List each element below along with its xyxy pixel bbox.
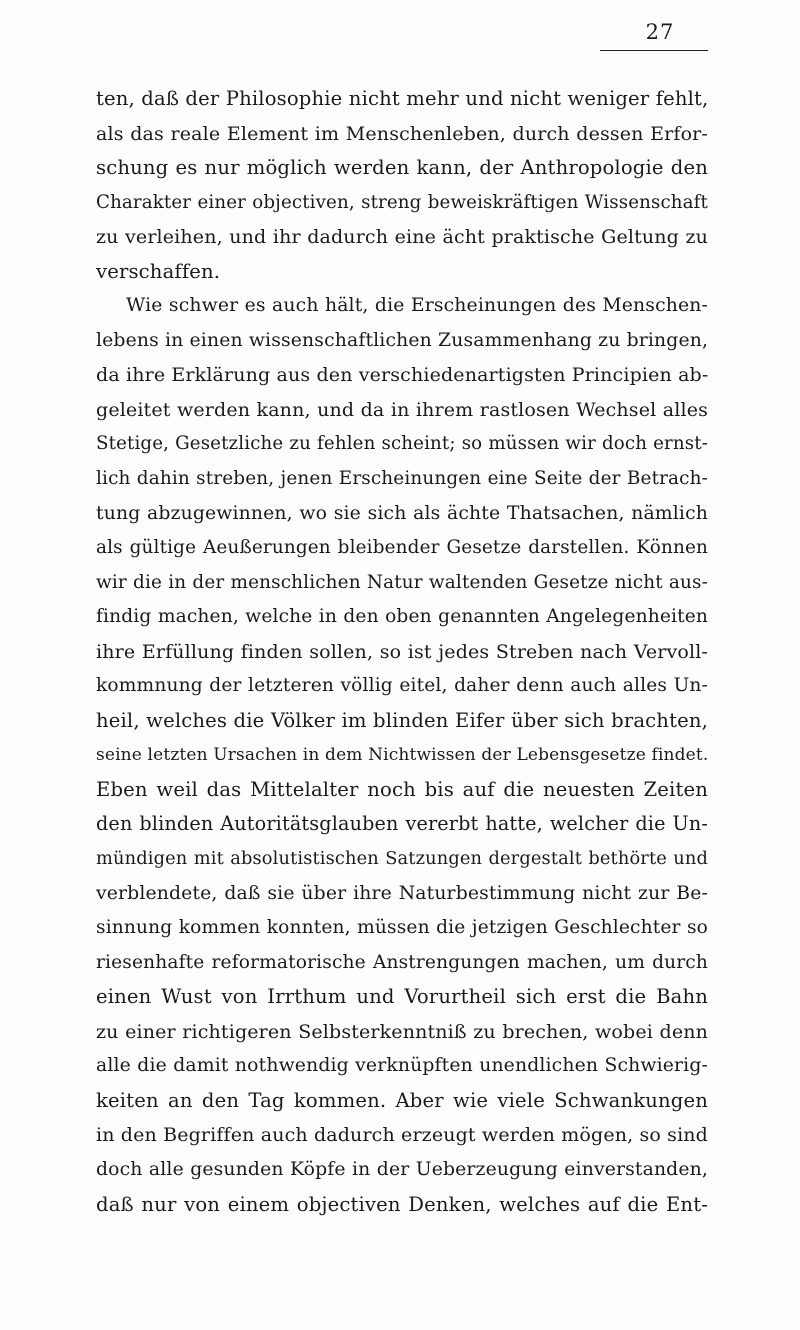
text-line: seine letzten Ursachen in dem Nichtwissen der Lebensgesetze findet. xyxy=(96,745,709,766)
text-line: in den Begriffen auch dadurch erzeugt werden mögen, so sind xyxy=(96,1124,708,1147)
text-line: tung abzugewinnen, wo sie sich als ächte Thatsachen, nämlich xyxy=(96,502,708,524)
text-line: doch alle gesunden Köpfe in der Ueberzeugung einverstanden, xyxy=(96,1158,708,1180)
text-line: einen Wust von Irrthum und Vorurtheil sich erst die Bahn xyxy=(96,985,708,1009)
text-line: Wie schwer es auch hält, die Erscheinungen des Menschen- xyxy=(126,295,708,317)
text-line: Charakter einer objectiven, streng beweiskräftigen Wissenschaft xyxy=(96,191,708,213)
header-rule xyxy=(600,50,708,51)
text-line: daß nur von einem objectiven Denken, welches auf die Ent- xyxy=(96,1192,708,1216)
text-line: schung es nur möglich werden kann, der Anthropologie den xyxy=(96,156,708,180)
text-line: heil, welches die Völker im blinden Eifer über sich brachten, xyxy=(96,708,708,732)
text-line: zu verleihen, und ihr dadurch eine ächt praktische Geltung zu xyxy=(96,226,708,249)
text-line: ihre Erfüllung finden sollen, so ist jedes Streben nach Vervoll- xyxy=(96,640,708,663)
text-line: Eben weil das Mittelalter noch bis auf die neuesten Zeiten xyxy=(96,777,708,801)
text-line: sinnung kommen konnten, müssen die jetzigen Geschlechter so xyxy=(96,917,708,939)
text-line: findig machen, welche in den oben genannten Angelegenheiten xyxy=(96,606,708,628)
text-line: mündigen mit absolutistischen Satzungen dergestalt bethörte und xyxy=(96,848,708,870)
body-text xyxy=(96,82,708,1222)
text-line: kommnung der letzteren völlig eitel, daher denn auch alles Un- xyxy=(96,675,708,697)
text-line: als das reale Element im Menschenleben, durch dessen Erfor- xyxy=(96,122,708,145)
text-line: als gültige Aeußerungen bleibender Gesetze darstellen. Können xyxy=(96,537,708,559)
text-line: zu einer richtigeren Selbsterkenntniß zu brechen, wobei denn xyxy=(96,1020,708,1043)
text-line: da ihre Erklärung aus den verschiedenartigsten Principien ab- xyxy=(96,364,709,387)
text-line: verschaffen. xyxy=(96,259,221,283)
text-line: lich dahin streben, jenen Erscheinungen eine Seite der Betrach- xyxy=(96,468,708,490)
text-line: wir die in der menschlichen Natur waltenden Gesetze nicht aus- xyxy=(96,571,708,593)
text-line: riesenhafte reformatorische Anstrengungen machen, um durch xyxy=(96,951,708,973)
text-line: den blinden Autoritätsglauben vererbt hatte, welcher die Un- xyxy=(96,812,708,836)
page-number: 27 xyxy=(645,20,675,44)
text-line: keiten an den Tag kommen. Aber wie viele Schwankungen xyxy=(96,1088,708,1112)
text-line: geleitet werden kann, und da in ihrem rastlosen Wechsel alles xyxy=(96,398,708,421)
text-line: Stetige, Gesetzliche zu fehlen scheint; so müssen wir doch ernst- xyxy=(96,433,708,455)
text-line: lebens in einen wissenschaftlichen Zusammenhang zu bringen, xyxy=(96,329,709,351)
text-line: alle die damit nothwendig verknüpften unendlichen Schwierig- xyxy=(96,1055,708,1077)
text-line: verblendete, daß sie über ihre Naturbestimmung nicht zur Be- xyxy=(96,882,708,904)
text-line: ten, daß der Philosophie nicht mehr und nicht weniger fehlt, xyxy=(96,87,709,110)
